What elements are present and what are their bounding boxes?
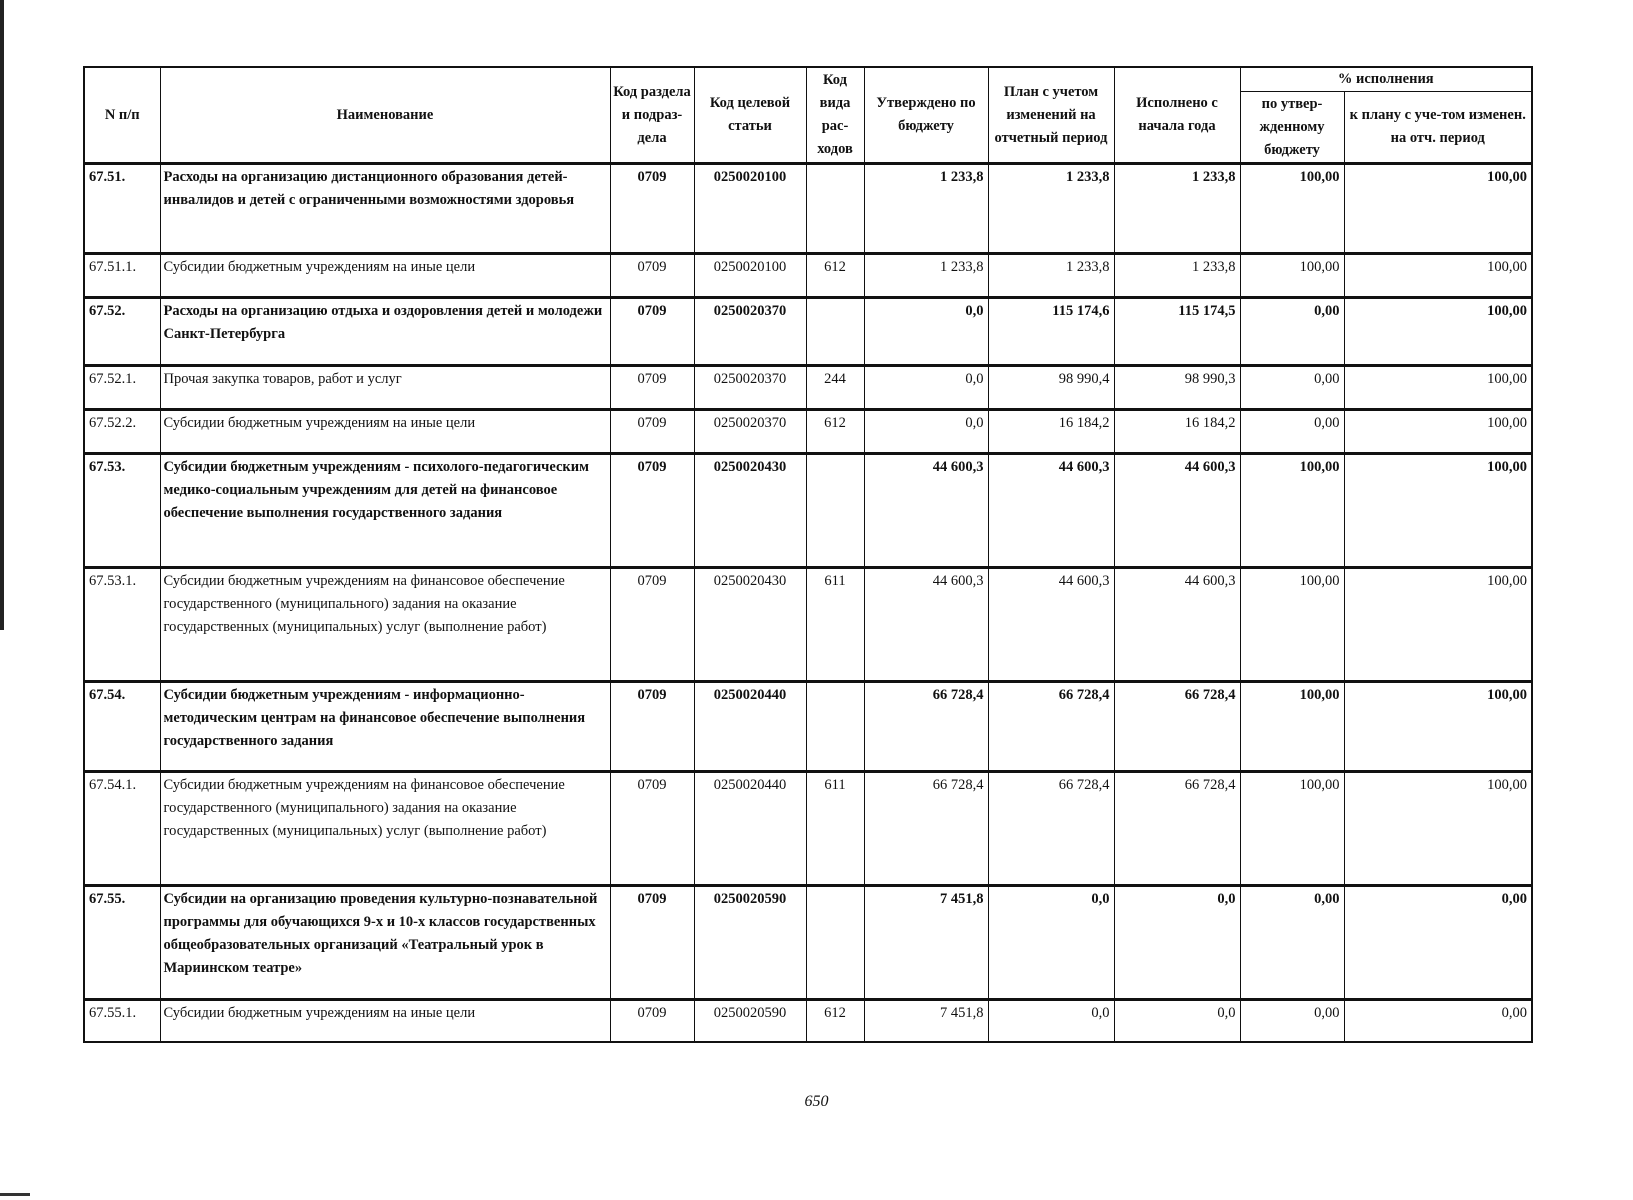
row-approved: 7 451,8 [864, 886, 988, 1000]
header-expense-code: Код вида рас-ходов [806, 67, 864, 164]
row-target-code: 0250020590 [694, 886, 806, 1000]
row-pct-budget: 0,00 [1240, 298, 1344, 366]
row-section-code: 0709 [610, 164, 694, 254]
header-percent-budget: по утвер-жденному бюджету [1240, 92, 1344, 164]
row-pct-plan: 100,00 [1344, 164, 1532, 254]
row-pct-budget: 100,00 [1240, 682, 1344, 772]
row-target-code: 0250020430 [694, 568, 806, 682]
scan-edge-mark [0, 0, 4, 630]
row-target-code: 0250020370 [694, 410, 806, 454]
scan-edge-mark-bottom [0, 1193, 30, 1196]
page-number: 650 [804, 1093, 829, 1110]
header-executed: Исполнено с начала года [1114, 67, 1240, 164]
row-section-code: 0709 [610, 1000, 694, 1042]
row-pct-budget: 100,00 [1240, 454, 1344, 568]
row-name: Расходы на организацию дистанционного образования детей-инвалидов и детей с ограниченными возможностями здоровья [160, 164, 610, 254]
row-plan: 115 174,6 [988, 298, 1114, 366]
table-row [84, 886, 1532, 1000]
table-row [84, 298, 1532, 366]
row-executed: 44 600,3 [1114, 568, 1240, 682]
row-pct-plan: 100,00 [1344, 454, 1532, 568]
row-name: Субсидии бюджетным учреждениям - информационно-методическим центрам на финансовое обеспечение выполнения государственного задания [160, 682, 610, 772]
row-num: 67.51. [84, 164, 160, 254]
row-pct-plan: 100,00 [1344, 254, 1532, 298]
row-plan: 16 184,2 [988, 410, 1114, 454]
row-pct-plan: 0,00 [1344, 1000, 1532, 1042]
row-approved: 44 600,3 [864, 454, 988, 568]
row-pct-plan: 100,00 [1344, 772, 1532, 886]
table-row [84, 682, 1532, 772]
row-pct-budget: 0,00 [1240, 410, 1344, 454]
row-name: Субсидии бюджетным учреждениям на финансовое обеспечение государственного (муниципального) задания на оказание государственных (муниципальных) услуг (выполнение работ) [160, 772, 610, 886]
row-expense-code [806, 886, 864, 1000]
row-executed: 98 990,3 [1114, 366, 1240, 410]
row-executed: 66 728,4 [1114, 772, 1240, 886]
row-section-code: 0709 [610, 410, 694, 454]
row-executed: 16 184,2 [1114, 410, 1240, 454]
row-target-code: 0250020100 [694, 254, 806, 298]
row-executed: 1 233,8 [1114, 164, 1240, 254]
row-name: Субсидии бюджетным учреждениям на иные цели [160, 254, 610, 298]
row-pct-plan: 100,00 [1344, 410, 1532, 454]
row-num: 67.52. [84, 298, 160, 366]
row-section-code: 0709 [610, 366, 694, 410]
row-section-code: 0709 [610, 298, 694, 366]
row-expense-code [806, 454, 864, 568]
header-num: N п/п [84, 67, 160, 164]
row-executed: 115 174,5 [1114, 298, 1240, 366]
row-expense-code [806, 682, 864, 772]
row-target-code: 0250020370 [694, 366, 806, 410]
row-pct-budget: 100,00 [1240, 164, 1344, 254]
row-approved: 7 451,8 [864, 1000, 988, 1042]
row-approved: 0,0 [864, 298, 988, 366]
row-approved: 66 728,4 [864, 682, 988, 772]
row-num: 67.53. [84, 454, 160, 568]
row-approved: 1 233,8 [864, 164, 988, 254]
header-name: Наименование [160, 67, 610, 164]
row-target-code: 0250020590 [694, 1000, 806, 1042]
table-row [84, 1000, 1532, 1042]
header-percent-plan: к плану с уче-том изменен. на отч. период [1344, 92, 1532, 164]
row-plan: 0,0 [988, 886, 1114, 1000]
row-num: 67.55. [84, 886, 160, 1000]
table-row [84, 164, 1532, 254]
row-section-code: 0709 [610, 454, 694, 568]
row-pct-budget: 0,00 [1240, 886, 1344, 1000]
row-expense-code: 611 [806, 772, 864, 886]
row-name: Субсидии бюджетным учреждениям на иные цели [160, 1000, 610, 1042]
row-executed: 0,0 [1114, 886, 1240, 1000]
table-row [84, 410, 1532, 454]
row-target-code: 0250020100 [694, 164, 806, 254]
row-num: 67.52.1. [84, 366, 160, 410]
row-plan: 1 233,8 [988, 164, 1114, 254]
row-pct-budget: 100,00 [1240, 254, 1344, 298]
header-section-code: Код раздела и подраз-дела [610, 67, 694, 164]
row-expense-code: 611 [806, 568, 864, 682]
row-pct-budget: 100,00 [1240, 568, 1344, 682]
row-num: 67.53.1. [84, 568, 160, 682]
row-expense-code [806, 298, 864, 366]
row-expense-code: 244 [806, 366, 864, 410]
table-row [84, 454, 1532, 568]
row-approved: 1 233,8 [864, 254, 988, 298]
row-target-code: 0250020370 [694, 298, 806, 366]
table-row [84, 772, 1532, 886]
row-pct-budget: 0,00 [1240, 366, 1344, 410]
row-approved: 44 600,3 [864, 568, 988, 682]
row-section-code: 0709 [610, 568, 694, 682]
row-num: 67.55.1. [84, 1000, 160, 1042]
row-pct-budget: 100,00 [1240, 772, 1344, 886]
row-expense-code [806, 164, 864, 254]
row-name: Субсидии бюджетным учреждениям на иные цели [160, 410, 610, 454]
row-approved: 0,0 [864, 366, 988, 410]
row-plan: 44 600,3 [988, 568, 1114, 682]
row-expense-code: 612 [806, 1000, 864, 1042]
row-executed: 66 728,4 [1114, 682, 1240, 772]
table-row [84, 568, 1532, 682]
row-plan: 44 600,3 [988, 454, 1114, 568]
row-approved: 0,0 [864, 410, 988, 454]
row-plan: 0,0 [988, 1000, 1114, 1042]
row-num: 67.54.1. [84, 772, 160, 886]
row-name: Субсидии бюджетным учреждениям на финансовое обеспечение государственного (муниципального) задания на оказание государственных (муниципальных) услуг (выполнение работ) [160, 568, 610, 682]
row-pct-plan: 100,00 [1344, 366, 1532, 410]
header-approved: Утверждено по бюджету [864, 67, 988, 164]
row-target-code: 0250020440 [694, 772, 806, 886]
row-plan: 66 728,4 [988, 772, 1114, 886]
row-section-code: 0709 [610, 254, 694, 298]
row-num: 67.54. [84, 682, 160, 772]
table-row [84, 254, 1532, 298]
row-pct-plan: 0,00 [1344, 886, 1532, 1000]
row-section-code: 0709 [610, 682, 694, 772]
row-expense-code: 612 [806, 254, 864, 298]
row-target-code: 0250020430 [694, 454, 806, 568]
row-name: Прочая закупка товаров, работ и услуг [160, 366, 610, 410]
row-executed: 44 600,3 [1114, 454, 1240, 568]
row-approved: 66 728,4 [864, 772, 988, 886]
row-executed: 1 233,8 [1114, 254, 1240, 298]
row-executed: 0,0 [1114, 1000, 1240, 1042]
row-pct-budget: 0,00 [1240, 1000, 1344, 1042]
row-plan: 98 990,4 [988, 366, 1114, 410]
budget-execution-table [83, 66, 1533, 1043]
table-row [84, 366, 1532, 410]
row-num: 67.51.1. [84, 254, 160, 298]
row-name: Расходы на организацию отдыха и оздоровления детей и молодежи Санкт-Петербурга [160, 298, 610, 366]
row-section-code: 0709 [610, 772, 694, 886]
row-target-code: 0250020440 [694, 682, 806, 772]
row-plan: 1 233,8 [988, 254, 1114, 298]
header-target-code: Код целевой статьи [694, 67, 806, 164]
header-percent-group: % исполнения [1240, 67, 1532, 92]
row-name: Субсидии на организацию проведения культурно-познавательной программы для обучающихся 9-х и 10-х классов государственных общеобразовательных организаций «Театральный урок в Мариинском театре» [160, 886, 610, 1000]
row-pct-plan: 100,00 [1344, 682, 1532, 772]
row-pct-plan: 100,00 [1344, 568, 1532, 682]
row-section-code: 0709 [610, 886, 694, 1000]
row-expense-code: 612 [806, 410, 864, 454]
row-name: Субсидии бюджетным учреждениям - психолого-педагогическим медико-социальным учреждениям для детей на финансовое обеспечение выполнения государственного задания [160, 454, 610, 568]
row-plan: 66 728,4 [988, 682, 1114, 772]
row-pct-plan: 100,00 [1344, 298, 1532, 366]
header-plan: План с учетом изменений на отчетный период [988, 67, 1114, 164]
row-num: 67.52.2. [84, 410, 160, 454]
